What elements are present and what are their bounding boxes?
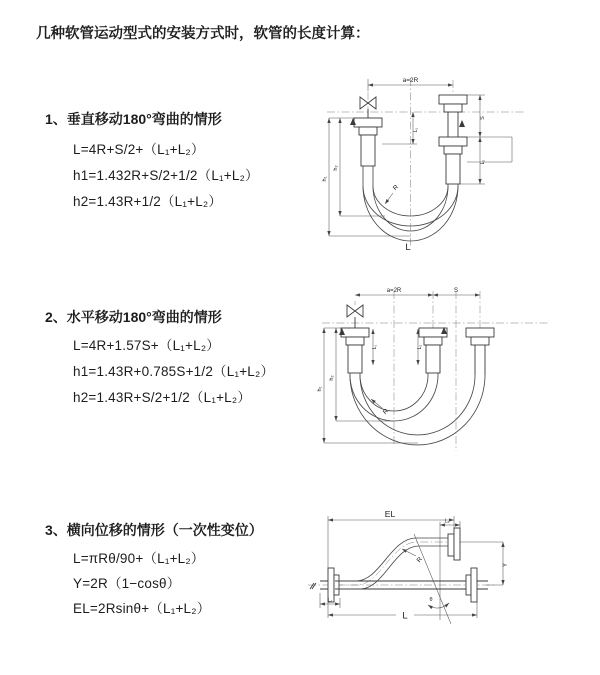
dim-label-l2: L₂ [480, 159, 486, 165]
dim-label-h1: h₁ [317, 386, 323, 392]
dim-label-a2r: a=2R [386, 288, 402, 294]
dim-label-l: L [402, 610, 408, 622]
diagram-horizontal-180-bend [310, 283, 575, 468]
formula: L=πRθ/90+（L₁+L₂） [73, 551, 205, 566]
section-3-heading: 3、横向位移的情形（一次性变位） [45, 522, 263, 538]
dim-label-r: R [415, 555, 425, 565]
dim-label-h2: h₂ [333, 165, 339, 171]
dim-label-r: R [391, 183, 401, 193]
valve-icon [347, 305, 363, 328]
formula: h2=1.43R+1/2（L₁+L₂） [73, 194, 223, 209]
formula: h1=1.43R+0.785S+1/2（L₁+L₂） [73, 364, 275, 379]
dimension-lines [329, 79, 512, 236]
dim-label-s: S [480, 116, 486, 120]
formula: Y=2R（1−cosθ） [73, 576, 181, 591]
formula: EL=2Rsinθ+（L₁+L₂） [73, 601, 211, 616]
dim-label-l2: L₂ [444, 518, 450, 525]
diagram-vertical-180-bend [313, 68, 563, 256]
dim-label-h1: h₁ [322, 176, 328, 182]
right-flange-connector [466, 328, 494, 375]
dim-label-r: R [381, 407, 391, 417]
dim-label-l: L [405, 242, 411, 253]
dim-label-y: Y [503, 562, 509, 568]
formula: L=4R+1.57S+（L₁+L₂） [73, 338, 220, 353]
left-flange-connector [354, 118, 382, 166]
top-flange [448, 528, 460, 560]
dim-label-a2r: a=2R [402, 77, 419, 84]
right-flange-connector [439, 95, 467, 184]
dim-label-l1: L₁ [372, 344, 378, 350]
dim-label-h2: h₂ [329, 375, 335, 381]
section-2-heading: 2、水平移动180°弯曲的情形 [45, 309, 222, 325]
middle-flange-connector [419, 328, 447, 373]
pipe-break-mark [310, 583, 316, 589]
dim-label-s: S [453, 288, 459, 294]
hose-loops [350, 373, 485, 445]
page-title: 几种软管运动型式的安装方式时，软管的长度计算： [36, 26, 370, 42]
right-flange [466, 568, 477, 602]
dim-label-theta: θ [429, 597, 433, 603]
diagram-lateral-displacement [298, 498, 583, 653]
section-1-heading: 1、垂直移动180°弯曲的情形 [45, 111, 222, 127]
dim-label-l1: L₁ [327, 597, 333, 604]
dim-label-el: EL [384, 509, 396, 519]
dim-label-l2: L₂ [417, 344, 423, 350]
left-flange-connector [341, 328, 369, 373]
formula: h2=1.43R+S/2+1/2（L₁+L₂） [73, 390, 252, 405]
formula: L=4R+S/2+（L₁+L₂） [73, 142, 205, 157]
formula: h1=1.432R+S/2+1/2（L₁+L₂） [73, 168, 259, 183]
dim-label-l1: L₁ [413, 127, 419, 133]
